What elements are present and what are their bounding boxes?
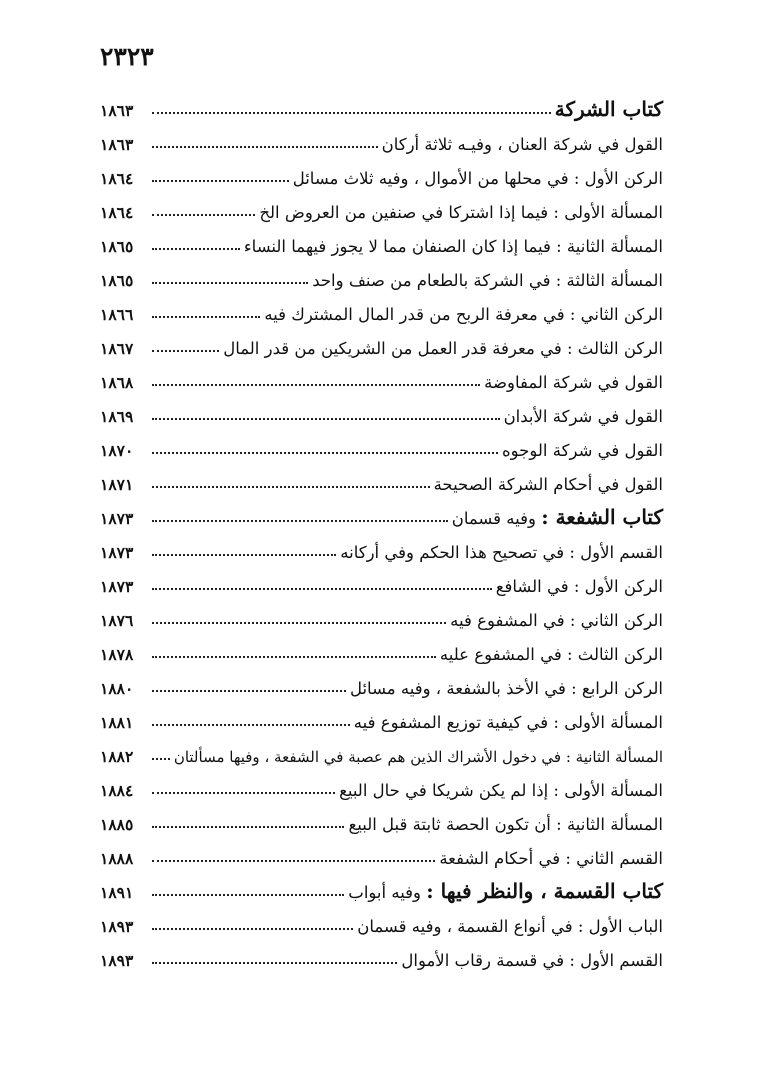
- entry-title: [262, 302, 663, 326]
- toc-entry-row: [100, 224, 663, 258]
- entry-title: [494, 574, 663, 598]
- dot-leader: [152, 316, 260, 318]
- toc-entry-row: [100, 190, 663, 224]
- entry-page-number: ١٨٧٦: [100, 611, 134, 630]
- entry-title-text: وفيه قسمان: [451, 509, 542, 528]
- entry-page-number: ١٨٧٠: [100, 441, 134, 460]
- entry-title: [338, 540, 663, 564]
- toc-entry-row: [100, 564, 663, 598]
- entry-title-text: المسألة الأولى : في كيفية توزيع المشفوع فيه: [353, 713, 663, 732]
- dot-leader: [152, 248, 240, 250]
- entry-page-number: ١٨٩٣: [100, 917, 134, 936]
- entry-title-text: القول في شركة الوجوه: [502, 441, 663, 460]
- entry-title: [482, 370, 663, 394]
- dot-leader: [152, 418, 500, 420]
- entry-title: [432, 472, 663, 496]
- entry-title-text: الركن الثالث : في معرفة قدر العمل من الشريكين من قدر المال: [223, 339, 663, 358]
- entry-page-number: ١٨٨٨: [100, 849, 134, 868]
- dot-leader: [152, 452, 498, 454]
- entry-title-text: المسألة الثانية : في دخول الأشراك الذين هم عصبة في الشفعة ، وفيها مسألتان: [173, 748, 663, 766]
- entry-title: [348, 676, 663, 700]
- toc-entry-row: [100, 326, 663, 360]
- entry-page-number: ١٨٧٣: [100, 509, 134, 528]
- toc-entry-row: [100, 666, 663, 700]
- dot-leader: [152, 214, 255, 216]
- dot-leader: [152, 282, 308, 284]
- entry-title: [380, 132, 663, 156]
- book-heading-row: [100, 870, 663, 904]
- entry-title-text: الركن الثالث : في المشفوع عليه: [439, 645, 663, 664]
- dot-leader: [152, 656, 436, 658]
- entry-title-text: الركن الأول : في الشافع: [495, 577, 663, 596]
- entry-page-number: ١٨٦٩: [100, 407, 134, 426]
- entry-title: [346, 880, 663, 904]
- entry-title: [448, 608, 663, 632]
- toc-entry-row: [100, 904, 663, 938]
- toc-entry-row: [100, 462, 663, 496]
- entry-page-number: ١٨٧٨: [100, 645, 134, 664]
- dot-leader: [152, 146, 378, 148]
- entry-title: [437, 846, 663, 870]
- entry-title: [450, 506, 663, 530]
- entry-page-number: ١٨٩٣: [100, 951, 134, 970]
- entry-title: [337, 778, 663, 802]
- entry-page-number: ١٨٨١: [100, 713, 134, 732]
- dot-leader: [152, 724, 350, 726]
- entry-title-text: المسألة الثانية : أن تكون الحصة ثابتة قبل البيع: [348, 815, 663, 834]
- entry-title-text: القسم الثاني : في أحكام الشفعة: [439, 849, 663, 868]
- dot-leader: [152, 486, 430, 488]
- toc-entry-row: [100, 632, 663, 666]
- entry-title-text: القول في شركة العنان ، وفيـه ثلاثة أركان: [381, 135, 663, 154]
- entry-title: [242, 234, 663, 258]
- entry-page-number: ١٨٦٤: [100, 169, 134, 188]
- entry-title-text: القول في أحكام الشركة الصحيحة: [433, 475, 663, 494]
- dot-leader: [152, 894, 344, 896]
- entry-title: [257, 200, 663, 224]
- entry-page-number: ١٨٦٥: [100, 237, 134, 256]
- entry-page-number: ١٨٦٣: [100, 101, 134, 120]
- entry-title: [310, 268, 663, 292]
- entry-page-number: ١٨٦٥: [100, 271, 134, 290]
- toc-entry-row: [100, 802, 663, 836]
- toc-entry-row: [100, 156, 663, 190]
- book-heading-row: [100, 496, 663, 530]
- entry-title-bold: كتاب الشفعة :: [541, 505, 663, 529]
- entry-page-number: ١٨٨٠: [100, 679, 134, 698]
- dot-leader: [152, 860, 435, 862]
- entry-page-number: ١٨٨٤: [100, 781, 134, 800]
- entry-page-number: ١٨٧٣: [100, 543, 134, 562]
- dot-leader: [152, 384, 480, 386]
- entry-title: [553, 98, 663, 122]
- table-of-contents: [100, 88, 663, 972]
- toc-entry-row: [100, 836, 663, 870]
- entry-title: [352, 710, 663, 734]
- entry-title-text: الباب الأول : في أنواع القسمة ، وفيه قسمان: [357, 917, 663, 936]
- entry-title: [346, 812, 663, 836]
- entry-title-text: القول في شركة الأبدان: [503, 407, 663, 426]
- entry-title-text: الركن الثاني : في معرفة الربح من قدر المال المشترك فيه: [264, 305, 663, 324]
- entry-page-number: ١٨٦٤: [100, 203, 134, 222]
- toc-entry-row: [100, 292, 663, 326]
- entry-page-number: ١٨٧١: [100, 475, 134, 494]
- entry-title-text: المسألة الأولى : فيما إذا اشتركا في صنفين من العروض الخ: [259, 203, 663, 222]
- toc-entry-row: [100, 360, 663, 394]
- dot-leader: [152, 350, 219, 352]
- entry-title-text: القسم الأول : في تصحيح هذا الحكم وفي أركانه: [340, 543, 663, 562]
- entry-title-text: المسألة الثانية : فيما إذا كان الصنفان مما لا يجوز فيهما النساء: [243, 237, 663, 256]
- toc-entry-row: [100, 768, 663, 802]
- toc-entry-row: [100, 734, 663, 768]
- entry-page-number: ١٨٧٣: [100, 577, 134, 596]
- entry-title: [399, 948, 663, 972]
- dot-leader: [152, 826, 344, 828]
- entry-title: [438, 642, 663, 666]
- entry-title-text: المسألة الأولى : إذا لم يكن شريكا في حال البيع: [339, 781, 663, 800]
- entry-page-number: ١٨٦٣: [100, 135, 134, 154]
- toc-entry-row: [100, 530, 663, 564]
- entry-title-text: الركن الرابع : في الأخذ بالشفعة ، وفيه مسائل: [349, 679, 663, 698]
- entry-page-number: ١٨٦٦: [100, 305, 134, 324]
- entry-title: [500, 438, 663, 462]
- dot-leader: [152, 112, 551, 114]
- toc-entry-row: [100, 122, 663, 156]
- page-number: ٢٣٢٣: [100, 42, 154, 71]
- entry-title: [172, 746, 663, 768]
- toc-entry-row: [100, 938, 663, 972]
- entry-page-number: ١٨٦٧: [100, 339, 134, 358]
- entry-title-text: الركن الأول : في محلها من الأموال ، وفيه ثلاث مسائل: [292, 169, 663, 188]
- entry-title: [291, 166, 663, 190]
- entry-title-text: المسألة الثالثة : في الشركة بالطعام من صنف واحد: [312, 271, 663, 290]
- entry-title-bold: كتاب القسمة ، والنظر فيها :: [426, 879, 663, 903]
- dot-leader: [152, 588, 492, 590]
- toc-entry-row: [100, 258, 663, 292]
- entry-title-text: القسم الأول : في قسمة رقاب الأموال: [401, 951, 663, 970]
- dot-leader: [152, 180, 289, 182]
- entry-title-bold: كتاب الشركة: [554, 97, 663, 121]
- entry-title: [502, 404, 663, 428]
- dot-leader: [152, 962, 397, 964]
- entry-title-text: وفيه أبواب: [348, 883, 427, 902]
- dot-leader: [152, 758, 170, 760]
- dot-leader: [152, 928, 353, 930]
- toc-entry-row: [100, 394, 663, 428]
- entry-title: [221, 336, 663, 360]
- dot-leader: [152, 690, 346, 692]
- entry-page-number: ١٨٦٨: [100, 373, 134, 392]
- entry-page-number: ١٨٨٥: [100, 815, 134, 834]
- toc-entry-row: [100, 598, 663, 632]
- entry-page-number: ١٨٩١: [100, 883, 134, 902]
- entry-title: [355, 914, 663, 938]
- toc-entry-row: [100, 700, 663, 734]
- book-heading-row: [100, 88, 663, 122]
- toc-entry-row: [100, 428, 663, 462]
- dot-leader: [152, 520, 448, 522]
- dot-leader: [152, 792, 335, 794]
- dot-leader: [152, 554, 336, 556]
- dot-leader: [152, 622, 446, 624]
- entry-page-number: ١٨٨٢: [100, 747, 134, 766]
- entry-title-text: الركن الثاني : في المشفوع فيه: [450, 611, 663, 630]
- entry-title-text: القول في شركة المفاوضة: [484, 373, 663, 392]
